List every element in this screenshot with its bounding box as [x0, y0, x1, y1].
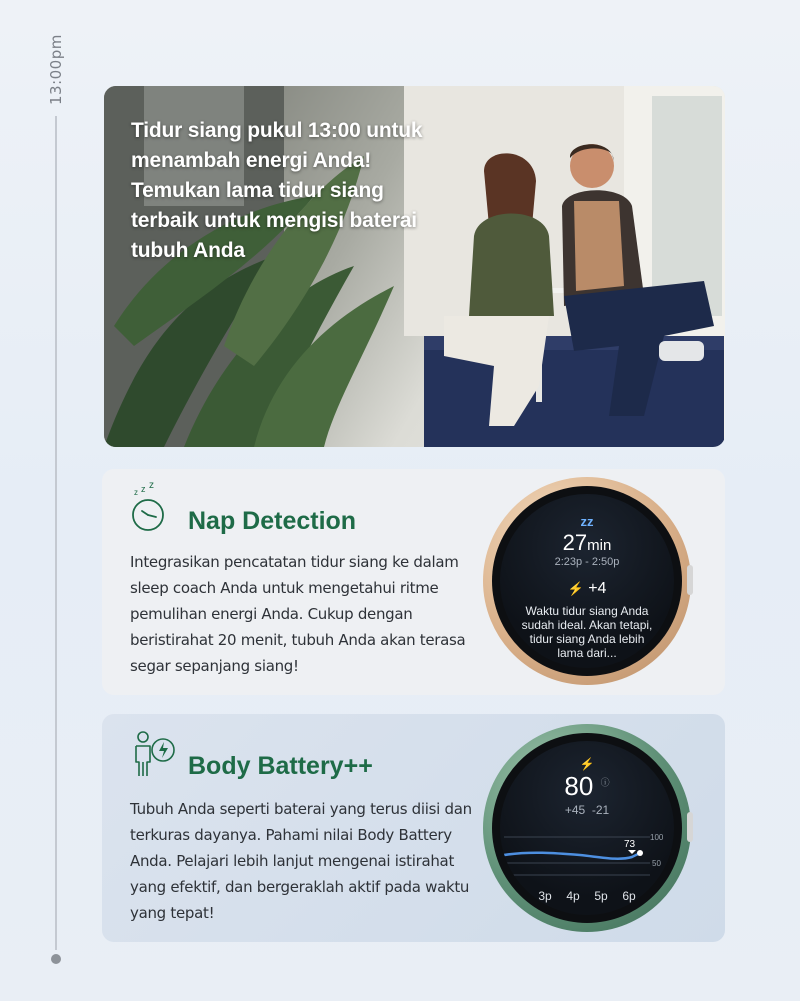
body-battery-card	[102, 714, 725, 942]
svg-text:z: z	[149, 481, 154, 491]
body-battery-watch-screen	[500, 741, 674, 915]
body-battery-description: Tubuh Anda seperti baterai yang terus diisi dan terkuras dayanya. Pahami nilai Body Battery Anda. Pelajari lebih lanjut mengenai istirahat yang efektif, dan bergeraklah aktif pada waktu yang tepat!	[130, 800, 472, 922]
svg-text:z: z	[134, 488, 138, 497]
timeline-line	[55, 116, 57, 950]
chart-marker-value: 73	[624, 839, 636, 850]
battery-bolt-icon: ⚡	[567, 581, 584, 596]
x-tick-label: 5p	[594, 889, 608, 903]
sleep-clock-icon	[128, 481, 180, 533]
hero-headline: Tidur siang pukul 13:00 untuk menambah energi Anda! Temukan lama tidur siang terbaik untuk mengisi baterai tubuh Anda	[131, 119, 423, 262]
nap-watch-screen	[500, 494, 674, 668]
nap-watch	[483, 477, 691, 685]
battery-bolt-icon: ⚡	[579, 757, 595, 771]
x-tick-label: 4p	[566, 889, 580, 903]
watch-crown-button[interactable]	[687, 565, 693, 595]
chart-y-max: 100	[650, 833, 664, 842]
hero-image-card	[104, 86, 725, 447]
x-tick-label: 3p	[538, 889, 552, 903]
nap-detection-card	[102, 469, 725, 695]
nap-battery-gain: ⚡ +4	[567, 580, 607, 597]
chart-x-axis	[500, 889, 674, 903]
person-battery-icon	[128, 728, 180, 780]
nap-time-range: 2:23p - 2:50p	[554, 556, 620, 568]
body-battery-deltas: +45 -21	[564, 803, 610, 817]
body-battery-value: 80 ⓘ	[564, 771, 610, 801]
chart-y-mid: 50	[652, 859, 661, 868]
info-icon[interactable]: ⓘ	[600, 777, 610, 788]
nap-duration: 27min	[562, 530, 612, 555]
zz-icon: zz	[580, 514, 594, 529]
timeline-dot	[51, 954, 61, 964]
svg-text:z: z	[141, 484, 146, 494]
watch-crown-button[interactable]	[687, 812, 693, 842]
timeline-time-label: 13:00pm	[47, 34, 65, 105]
body-battery-watch	[483, 724, 691, 932]
nap-detection-description: Integrasikan pencatatan tidur siang ke dalam sleep coach Anda untuk mengetahui ritme pemulihan energi Anda. Cukup dengan beristirahat 20 menit, tubuh Anda akan terasa segar sepanjang siang!	[130, 553, 466, 675]
nap-message: Waktu tidur siang Anda sudah ideal. Akan tetapi, tidur siang Anda lebih lama dari...	[521, 604, 653, 660]
x-tick-label: 6p	[622, 889, 636, 903]
body-battery-title: Body Battery++	[188, 752, 373, 780]
nap-detection-title: Nap Detection	[188, 507, 357, 535]
body-battery-chart	[500, 823, 674, 887]
